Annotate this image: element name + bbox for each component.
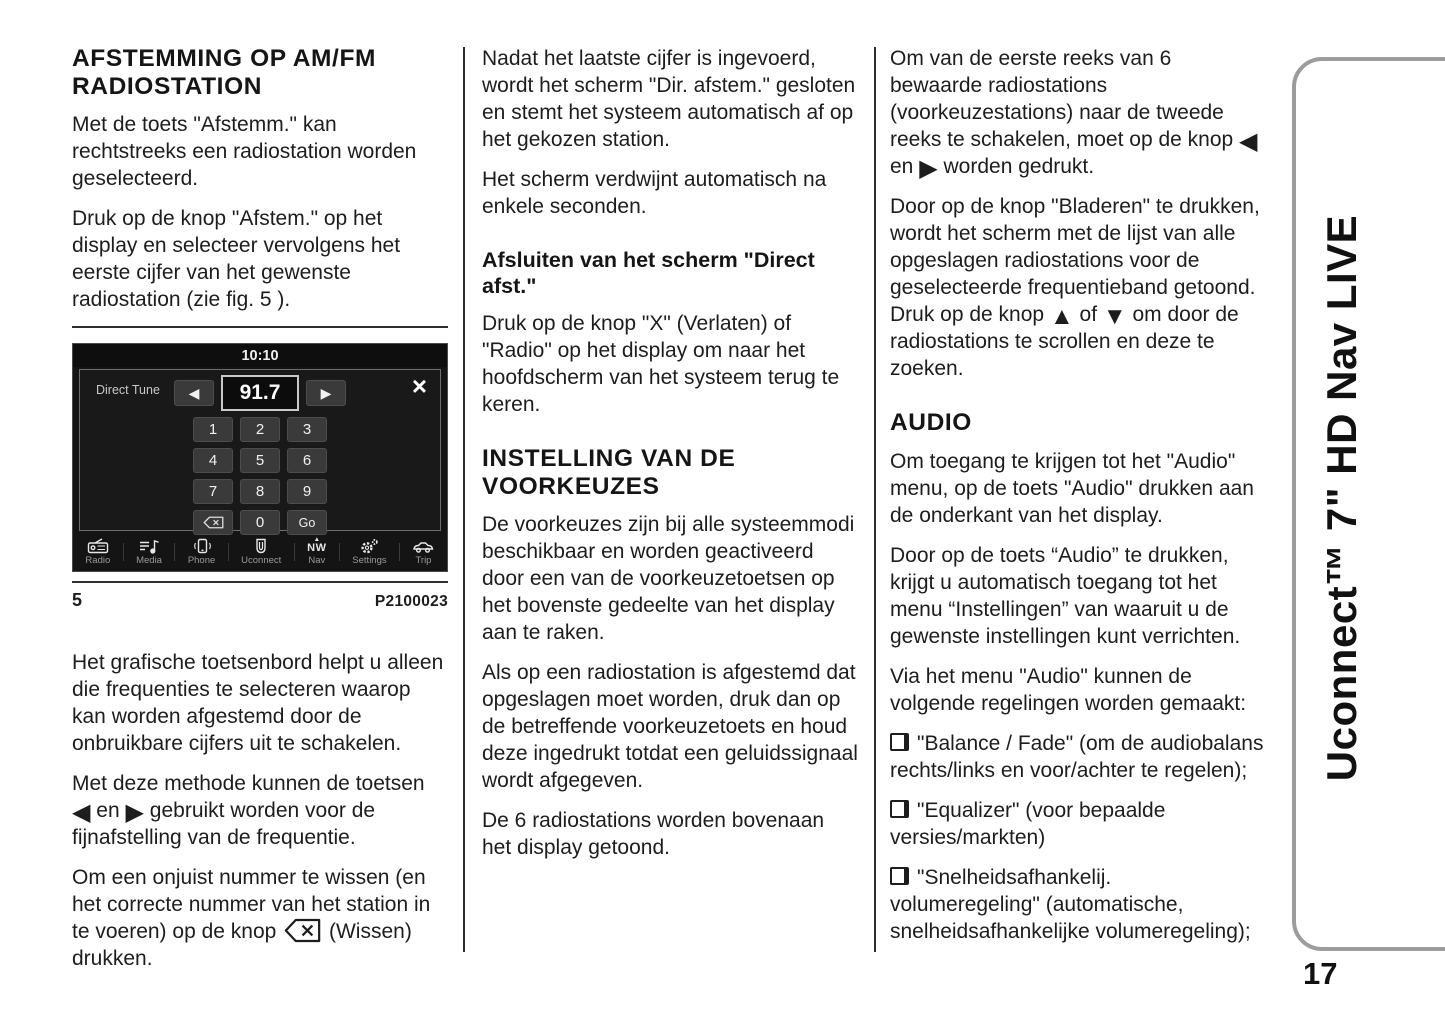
list-item: "Snelheidsafhankelij. volumeregeling" (automatische, snelheidsafhankelijke volumeregeling); — [890, 865, 1251, 943]
toolbar-divider — [174, 543, 175, 561]
nav-icon: ▲ NW — [307, 535, 327, 554]
toolbar-label: Uconnect — [241, 555, 282, 566]
paragraph: Als op een radiostation is afgestemd dat opgeslagen moet worden, druk dan op de betreffende voorkeuzetoets en houd deze ingedrukt totdat een geluidssignaal wordt afgegeven. — [482, 661, 858, 792]
toolbar-item-radio — [85, 538, 110, 566]
toolbar-item-settings — [352, 538, 386, 566]
paragraph: Door op de toets “Audio” te drukken, krijgt u automatisch toegang tot het menu “Instellingen” van waaruit u de gewenste instellingen kunt verrichten. — [890, 543, 1241, 648]
paragraph: De 6 radiostations worden bovenaan het display getoond. — [482, 809, 825, 859]
keypad-go-button: Go — [287, 510, 327, 535]
square-bullet-icon — [890, 733, 909, 751]
tune-down-button: ◀ — [174, 380, 214, 406]
keypad-key-5: 5 — [240, 448, 280, 473]
right-triangle-icon: ▶ — [919, 155, 938, 182]
direct-tune-label: Direct Tune — [96, 383, 160, 397]
figure-code: P2100023 — [374, 593, 448, 610]
keypad-key-2: 2 — [240, 417, 280, 442]
square-bullet-icon — [890, 800, 909, 818]
tune-up-button: ▶ — [306, 380, 346, 406]
section-heading-afstemming: AFSTEMMING OP AM/FM RADIOSTATION — [72, 45, 377, 100]
toolbar-item-media — [136, 538, 162, 566]
paragraph: Het grafische toetsenbord helpt u alleen die frequenties te selecteren waarop kan worden afgestemd door de onbruikbare cijfers uit te schakelen. — [72, 651, 444, 755]
toolbar-divider — [228, 543, 229, 561]
backspace-icon — [203, 516, 224, 529]
toolbar-label: Media — [136, 555, 162, 566]
settings-gear-icon — [358, 538, 380, 554]
right-triangle-icon: ▶ — [125, 799, 144, 826]
toolbar-divider — [339, 543, 340, 561]
left-triangle-icon: ◀ — [72, 799, 91, 826]
keypad — [80, 417, 440, 535]
toolbar-label: Settings — [352, 555, 387, 566]
phone-icon — [191, 538, 213, 554]
toolbar-label: Radio — [85, 555, 111, 566]
backspace-icon — [284, 918, 321, 943]
figure-toolbar — [73, 533, 447, 571]
figure-top-rule — [72, 326, 448, 328]
toolbar-item-nav — [307, 535, 327, 566]
frequency-display: 91.7 — [221, 375, 299, 411]
up-triangle-icon: ▲ — [1049, 303, 1074, 330]
paragraph: Met deze methode kunnen de toetsen ◀ en ▶ gebruikt worden voor de fijnafstelling van de frequentie. — [72, 772, 425, 849]
column-left — [72, 45, 448, 985]
keypad-key-8: 8 — [240, 479, 280, 504]
column-middle — [482, 45, 858, 874]
toolbar-divider — [399, 543, 400, 561]
paragraph: Om een onjuist nummer te wissen (en het correcte nummer van het station in te voeren) op de knop (Wissen) drukken. — [72, 866, 431, 970]
clock-time: 10:10 — [241, 347, 279, 364]
tab-title: Uconnect™ 7" HD Nav LIVE — [1318, 214, 1365, 782]
figure-caption — [72, 590, 448, 611]
paragraph: Druk op de knop "X" (Verlaten) of "Radio" op het display om naar het hoofdscherm van het systeem terug te keren. — [482, 312, 840, 416]
column-right — [890, 45, 1264, 958]
column-divider — [463, 47, 465, 952]
paragraph: Om van de eerste reeks van 6 bewaarde radiostations (voorkeuzestations) naar de tweede reeks te schakelen, moet op de knop ◀ en ▶ worden gedrukt. — [890, 47, 1258, 182]
list-item: "Equalizer" (voor bepaalde versies/markten) — [890, 798, 1166, 849]
keypad-backspace-button — [193, 510, 233, 535]
uconnect-icon — [250, 538, 272, 554]
paragraph: Door op de knop "Bladeren" te drukken, wordt het scherm met de lijst van alle opgeslagen radiostations voor de geselecteerde frequentieband getoond. Druk op de knop ▲ of ▼ om door de radiostations te scrollen en deze te zoeken. — [890, 195, 1260, 380]
left-triangle-icon: ◀ — [1239, 128, 1258, 155]
paragraph: Om toegang te krijgen tot het "Audio" menu, op de toets "Audio" drukken aan de onderkant van het display. — [890, 449, 1254, 527]
toolbar-label: Phone — [187, 555, 216, 566]
toolbar-label: Nav — [308, 555, 326, 566]
paragraph: De voorkeuzes zijn bij alle systeemmodi beschikbaar en worden geactiveerd door een van de voorkeuzetoetsen op het bovenste gedeelte van het display aan te raken. — [482, 513, 855, 644]
keypad-key-1: 1 — [193, 417, 233, 442]
media-icon — [138, 538, 160, 554]
keypad-key-7: 7 — [193, 479, 233, 504]
page-number: 17 — [1303, 956, 1338, 991]
figure-number: 5 — [72, 590, 83, 610]
paragraph: Via het menu "Audio" kunnen de volgende regelingen worden gemaakt: — [890, 664, 1247, 715]
paragraph: Het scherm verdwijnt automatisch na enkele seconden. — [482, 168, 827, 218]
toolbar-divider — [123, 543, 124, 561]
list-item: "Balance / Fade" (om de audiobalans rechts/links en voor/achter te regelen); — [890, 731, 1264, 782]
keypad-key-3: 3 — [287, 417, 327, 442]
figure-bottom-rule — [72, 581, 448, 583]
paragraph: Druk op de knop "Afstem." op het display en selecteer vervolgens het eerste cijfer van het gewenste radiostation (zie fig. 5 ). — [72, 207, 401, 311]
subheading-afsluiten: Afsluiten van het scherm "Direct afst." — [482, 248, 815, 298]
close-icon: × — [411, 371, 427, 401]
keypad-key-9: 9 — [287, 479, 327, 504]
figure-status-bar — [73, 344, 447, 367]
paragraph: Nadat het laatste cijfer is ingevoerd, wordt het scherm "Dir. afstem." gesloten en stemt het systeem automatisch af op het gekozen station. — [482, 47, 856, 151]
toolbar-item-phone — [188, 538, 215, 566]
toolbar-item-uconnect — [241, 538, 281, 566]
keypad-key-6: 6 — [287, 448, 327, 473]
toolbar-label: Trip — [415, 555, 432, 566]
chapter-side-tab — [1292, 57, 1445, 951]
square-bullet-icon — [890, 867, 909, 885]
keypad-key-4: 4 — [193, 448, 233, 473]
trip-car-icon — [412, 538, 434, 554]
keypad-key-0: 0 — [240, 510, 280, 535]
radio-icon — [87, 538, 109, 554]
section-heading-audio: AUDIO — [890, 409, 972, 436]
direct-tune-panel — [79, 369, 441, 531]
section-heading-instelling: INSTELLING VAN DE VOORKEUZES — [482, 445, 736, 500]
down-triangle-icon: ▼ — [1102, 303, 1127, 330]
column-divider — [874, 47, 876, 952]
radio-display-figure — [72, 343, 448, 572]
toolbar-item-trip — [412, 538, 434, 566]
paragraph: Met de toets "Afstemm." kan rechtstreeks een radiostation worden geselecteerd. — [72, 113, 417, 190]
toolbar-divider — [294, 543, 295, 561]
